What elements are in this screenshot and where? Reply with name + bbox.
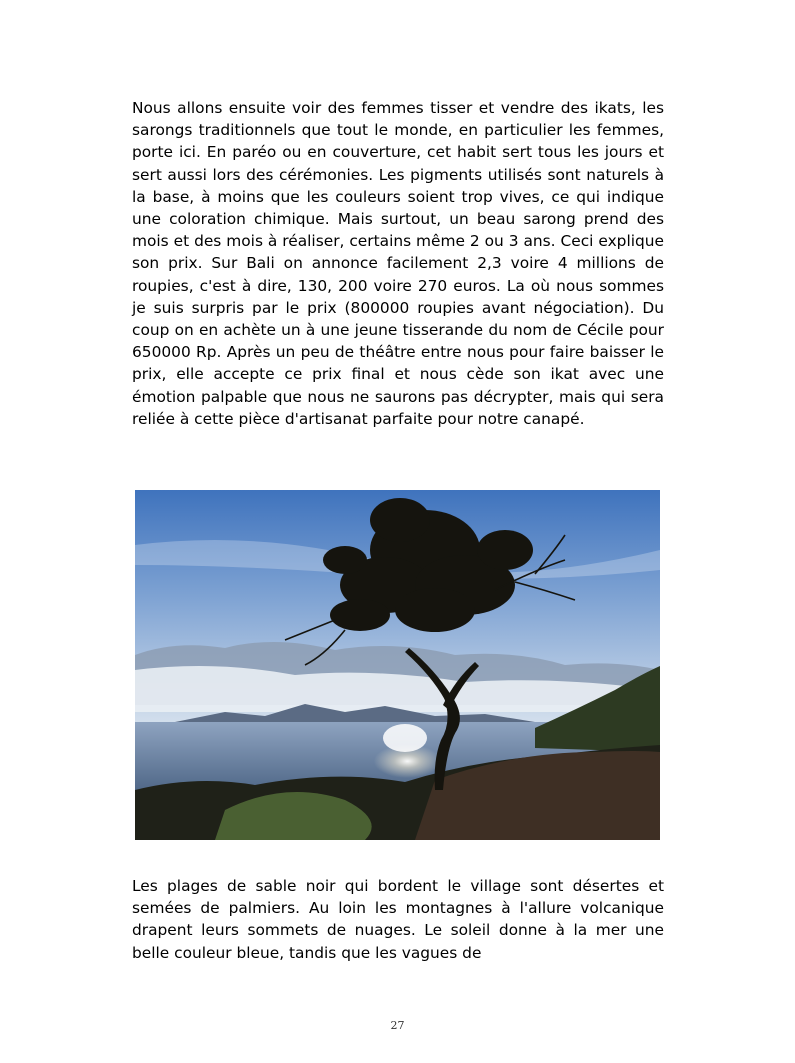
coastal-tree-photo [135, 490, 660, 840]
body-paragraph-1: Nous allons ensuite voir des femmes tisser et vendre des ikats, les sarongs traditionnels que tout le monde, en particulier les femmes, porte ici. En paréo ou en couverture, cet habit sert tous les jours et sert aussi lors des cérémonies. Les pigments utilisés sont naturels à la base, à moins que les couleurs soient trop vives, ce qui indique une coloration chimique. Mais surtout, un beau sarong prend des mois et des mois à réaliser, certains même 2 ou 3 ans. Ceci explique son prix. Sur Bali on annonce facilement 2,3 voire 4 millions de roupies, c'est à dire, 130, 200 voire 270 euros. La où nous sommes je suis surpris par le prix (800000 roupies avant négociation). Du coup on en achète un à une jeune tisserande du nom de Cécile pour 650000 Rp. Après un peu de théâtre entre nous pour faire baisser le prix, elle accepte ce prix final et nous cède son ikat avec une émotion palpable que nous ne saurons pas décrypter, mais qui sera reliée à cette pièce d'artisanat parfaite pour notre canapé. [132, 99, 664, 428]
body-paragraph-2: Les plages de sable noir qui bordent le village sont désertes et semées de palmiers. Au loin les montagnes à l'allure volcanique drapent leurs sommets de nuages. Le soleil donne à la mer une belle couleur bleue, tandis que les vagues de [132, 877, 664, 962]
page-number: 27 [390, 1019, 405, 1032]
